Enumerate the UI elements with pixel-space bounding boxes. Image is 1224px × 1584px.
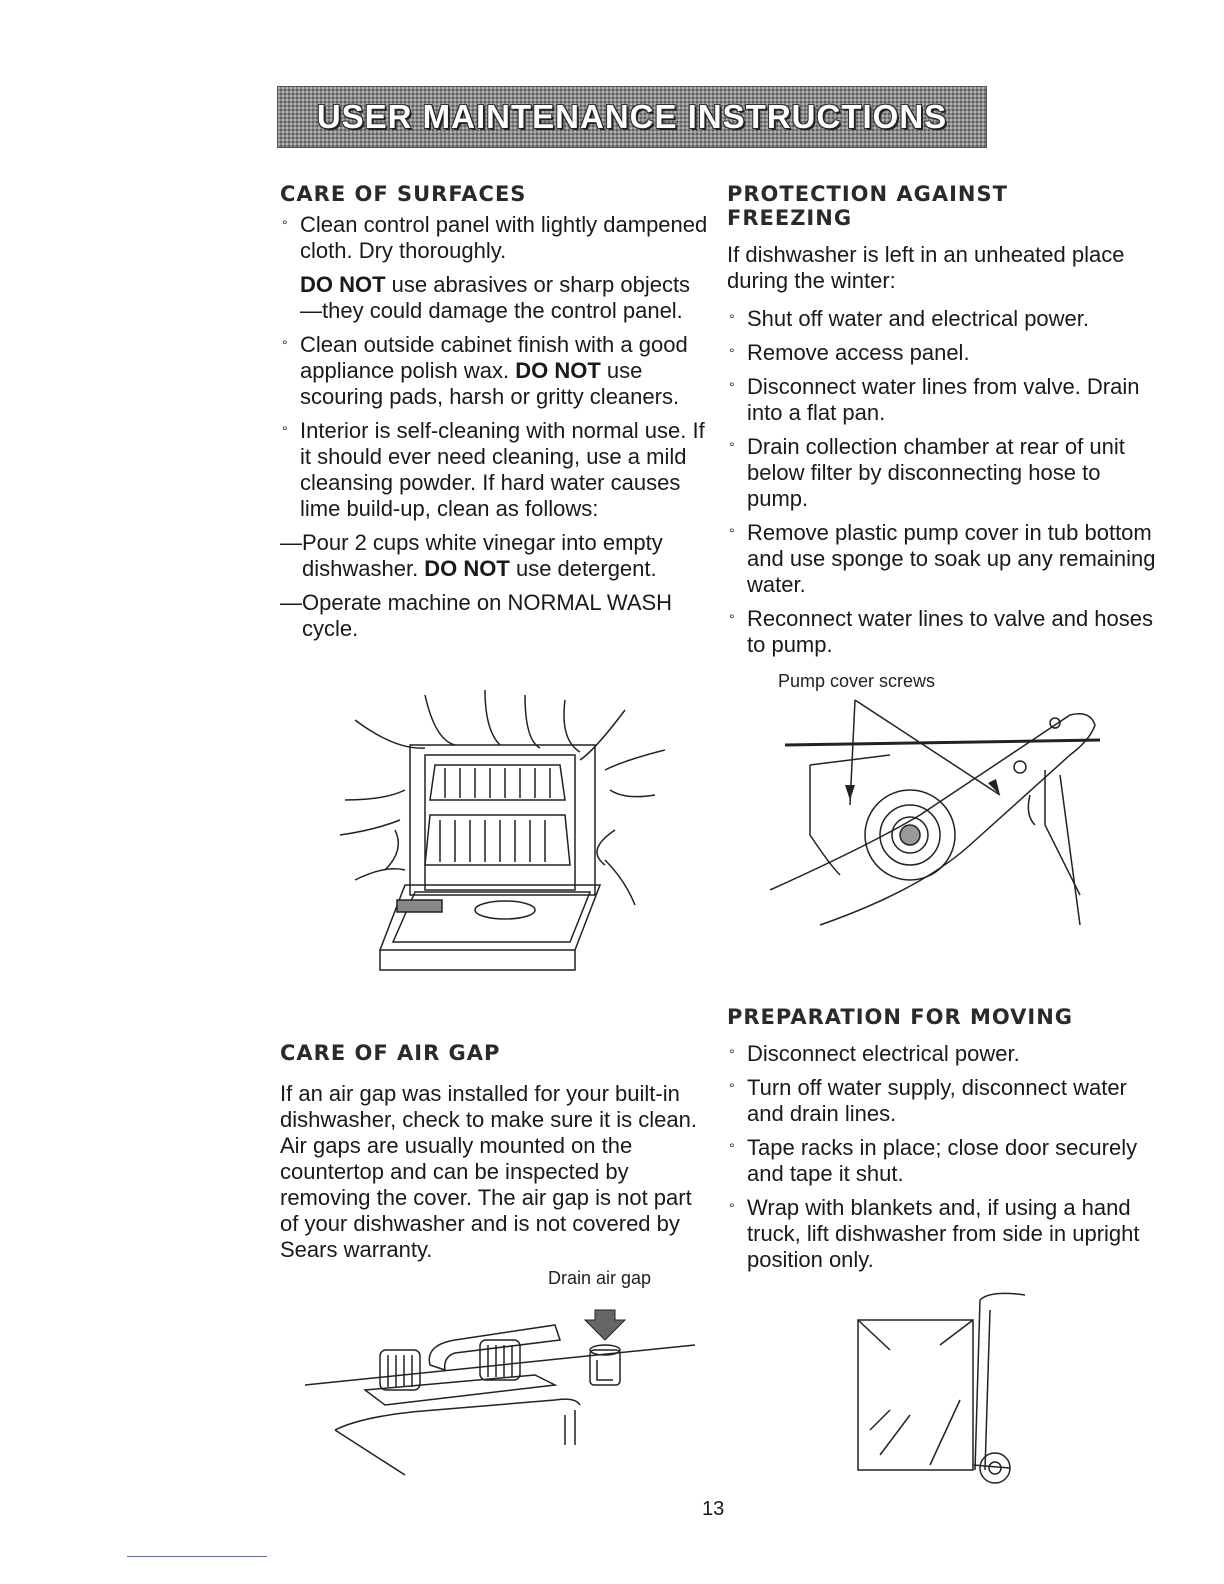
care-of-air-gap-section	[280, 1041, 710, 1271]
bullet-icon: °	[729, 525, 735, 541]
preparation-for-moving-section	[727, 1005, 1167, 1281]
dash-mark: —	[280, 590, 302, 615]
list-item: ° Drain collection chamber at rear of unit below filter by disconnecting hose to pump.	[729, 434, 1125, 511]
list-item: ° Turn off water supply, disconnect water and drain lines.	[729, 1075, 1127, 1126]
hand-truck-illustration	[850, 1290, 1030, 1485]
protection-against-freezing-section	[727, 182, 1167, 666]
care-of-surfaces-heading: CARE OF SURFACES	[280, 182, 527, 206]
freezing-intro: If dishwasher is left in an unheated place during the winter:	[727, 242, 1125, 293]
bullet-icon: °	[729, 1046, 735, 1062]
pump-cover-screws-caption: Pump cover screws	[778, 671, 936, 691]
care-of-air-gap-heading: CARE OF AIR GAP	[280, 1041, 501, 1065]
list-item: — Pour 2 cups white vinegar into empty dishwasher. DO NOT use detergent.	[280, 530, 663, 581]
list-item: ° Clean control panel with lightly dampened cloth. Dry thoroughly.	[282, 212, 708, 263]
list-item: ° Remove access panel.	[729, 340, 970, 365]
moving-heading: PREPARATION FOR MOVING	[727, 1005, 1074, 1029]
bullet-icon: °	[282, 217, 288, 233]
list-item: — Operate machine on NORMAL WASH cycle.	[280, 590, 673, 641]
bullet-icon: °	[729, 1080, 735, 1096]
list-item: ° Disconnect water lines from valve. Drain into a flat pan.	[729, 374, 1140, 425]
bullet-icon: °	[729, 311, 735, 327]
freezing-heading: PROTECTION AGAINST FREEZING	[727, 182, 1008, 230]
open-dishwasher-illustration	[335, 690, 665, 980]
drain-air-gap-caption: Drain air gap	[548, 1268, 652, 1288]
bullet-icon: °	[729, 439, 735, 455]
bullet-icon: °	[729, 1140, 735, 1156]
bullet-icon: °	[729, 611, 735, 627]
warning-paragraph: DO NOT use abrasives or sharp objects—they could damage the control panel.	[300, 272, 691, 323]
bullet-icon: °	[729, 345, 735, 361]
list-item: ° Remove plastic pump cover in tub bottom and use sponge to soak up any remaining water.	[729, 520, 1156, 597]
bullet-icon: °	[282, 337, 288, 353]
bullet-icon: °	[729, 1200, 735, 1216]
care-of-surfaces-section	[280, 182, 710, 650]
dash-mark: —	[280, 530, 302, 555]
list-item: ° Reconnect water lines to valve and hoses to pump.	[729, 606, 1154, 657]
page-banner	[277, 86, 987, 148]
pump-cover-illustration	[770, 695, 1110, 935]
footer-rule	[127, 1556, 267, 1557]
page-title: USER MAINTENANCE INSTRUCTIONS	[316, 98, 948, 135]
air-gap-paragraph: If an air gap was installed for your built-in dishwasher, check to make sure it is clean. Air gaps are usually mounted on the countertop and can be inspected by removing the cover. The air gap is not part of your dishwasher and is not covered by Sears warranty.	[280, 1081, 697, 1262]
list-item: ° Disconnect electrical power.	[729, 1041, 1020, 1066]
page-number: 13	[702, 1498, 725, 1520]
sink-air-gap-illustration	[305, 1305, 695, 1485]
bullet-icon: °	[282, 423, 288, 439]
list-item: ° Wrap with blankets and, if using a hand truck, lift dishwasher from side in upright position only.	[729, 1195, 1140, 1272]
list-item: ° Interior is self-cleaning with normal use. If it should ever need cleaning, use a mild cleansing powder. If hard water causes lime build-up, clean as follows:	[282, 418, 705, 521]
list-item: ° Clean outside cabinet finish with a good appliance polish wax. DO NOT use scouring pads, harsh or gritty cleaners.	[282, 332, 688, 409]
list-item: ° Shut off water and electrical power.	[729, 306, 1090, 331]
bullet-icon: °	[729, 379, 735, 395]
list-item: ° Tape racks in place; close door securely and tape it shut.	[729, 1135, 1138, 1186]
